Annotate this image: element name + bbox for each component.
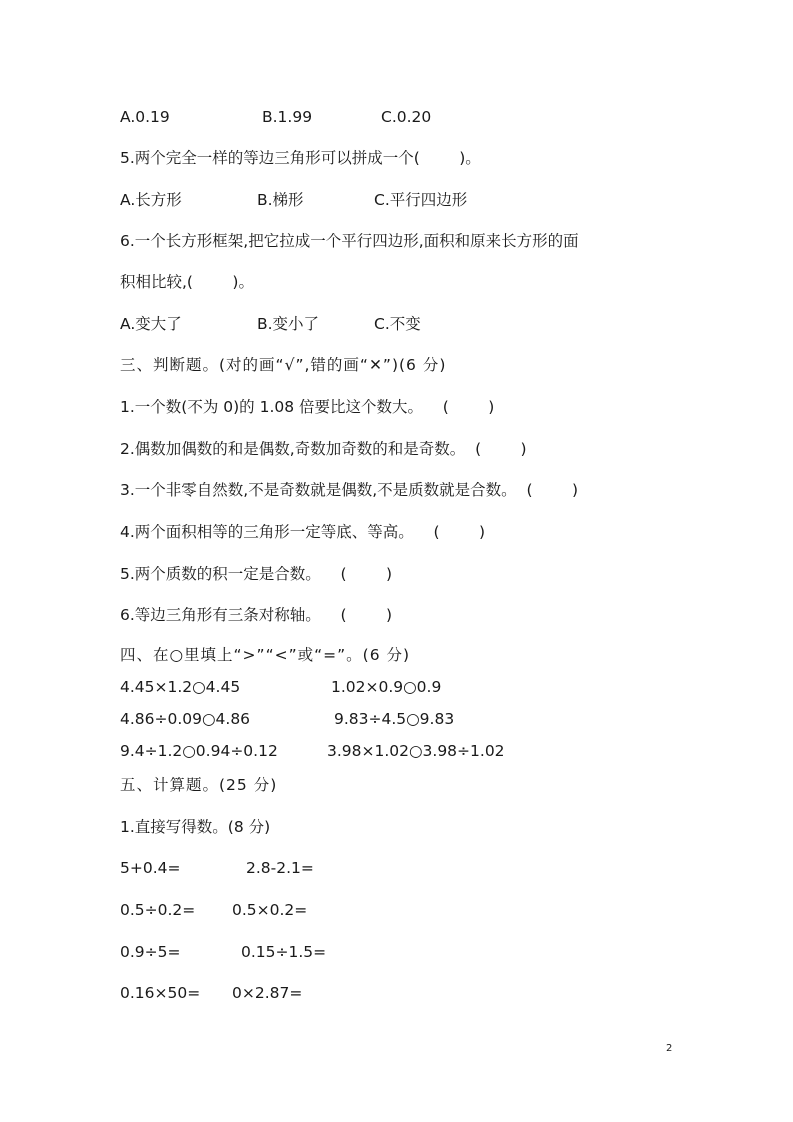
q6-option-a: A.变大了 <box>120 315 182 333</box>
calc-right-3: 0.15÷1.5= <box>241 943 327 961</box>
section3-item-4: 4.两个面积相等的三角形一定等底、等高。 ( ) <box>120 523 486 541</box>
section3-item-5: 5.两个质数的积一定是合数。 ( ) <box>120 565 393 583</box>
q6-text-line2: 积相比较,( )。 <box>120 273 254 291</box>
section3-heading: 三、判断题。(对的画“√”,错的画“✕”)(6 分) <box>120 356 447 374</box>
calc-left-1: 5+0.4= <box>120 859 181 877</box>
section3-item-6: 6.等边三角形有三条对称轴。 ( ) <box>120 606 393 624</box>
calc-right-1: 2.8-2.1= <box>246 859 314 877</box>
compare-left-2: 4.86÷0.09○4.86 <box>120 710 251 728</box>
calc-left-4: 0.16×50= <box>120 984 201 1002</box>
calc-right-2: 0.5×0.2= <box>232 901 308 919</box>
q5-option-a: A.长方形 <box>120 191 182 209</box>
q4-option-a: A.0.19 <box>120 108 170 126</box>
section5-sub1: 1.直接写得数。(8 分) <box>120 818 271 836</box>
calc-right-4: 0×2.87= <box>232 984 303 1002</box>
compare-left-1: 4.45×1.2○4.45 <box>120 678 241 696</box>
q5-option-b: B.梯形 <box>257 191 304 209</box>
q6-option-b: B.变小了 <box>257 315 320 333</box>
compare-right-2: 9.83÷4.5○9.83 <box>334 710 455 728</box>
section3-item-1: 1.一个数(不为 0)的 1.08 倍要比这个数大。 ( ) <box>120 398 495 416</box>
calc-left-2: 0.5÷0.2= <box>120 901 196 919</box>
compare-left-3: 9.4÷1.2○0.94÷0.12 <box>120 742 278 760</box>
page-number: 2 <box>666 1043 673 1054</box>
q6-option-c: C.不变 <box>374 315 421 333</box>
q4-option-c: C.0.20 <box>381 108 432 126</box>
section5-heading: 五、计算题。(25 分) <box>120 776 278 794</box>
q5-option-c: C.平行四边形 <box>374 191 468 209</box>
section4-heading: 四、在○里填上“>”“<”或“=”。(6 分) <box>120 646 411 664</box>
calc-left-3: 0.9÷5= <box>120 943 181 961</box>
q5-text: 5.两个完全一样的等边三角形可以拼成一个( )。 <box>120 149 481 167</box>
compare-right-3: 3.98×1.02○3.98÷1.02 <box>327 742 505 760</box>
section3-item-2: 2.偶数加偶数的和是偶数,奇数加奇数的和是奇数。 ( ) <box>120 440 527 458</box>
q6-text-line1: 6.一个长方形框架,把它拉成一个平行四边形,面积和原来长方形的面 <box>120 232 579 250</box>
compare-right-1: 1.02×0.9○0.9 <box>331 678 442 696</box>
q4-option-b: B.1.99 <box>262 108 313 126</box>
section3-item-3: 3.一个非零自然数,不是奇数就是偶数,不是质数就是合数。 ( ) <box>120 481 579 499</box>
